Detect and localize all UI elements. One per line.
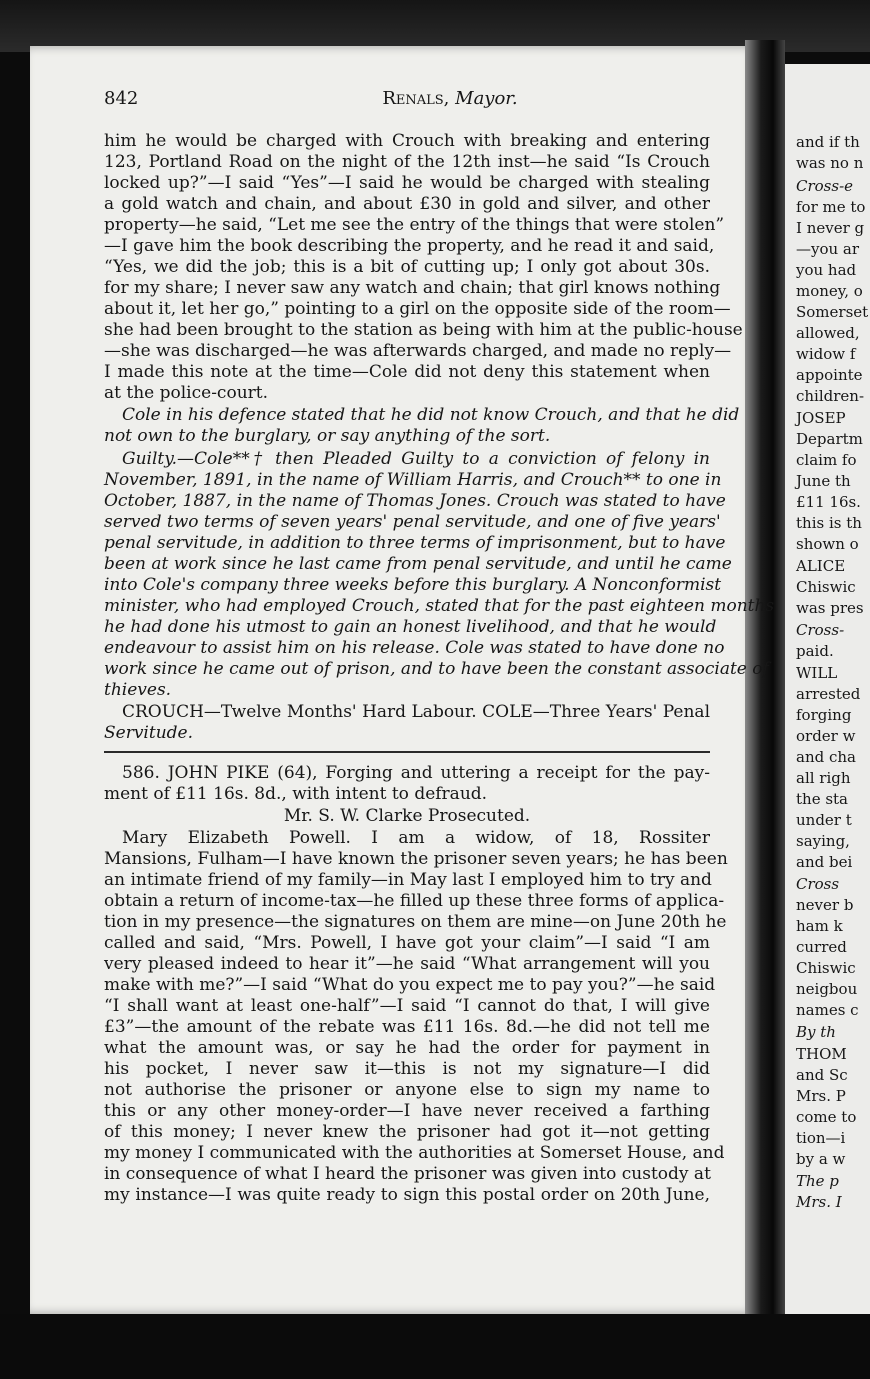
right-fragment: saying, xyxy=(796,832,850,850)
page-number: 842 xyxy=(104,88,139,109)
right-fragment: paid. xyxy=(796,642,834,660)
testimony-line: his pocket, I never saw it—this is not my signature—I did xyxy=(104,1059,710,1079)
verdict-line: been at work since he last came from penal servitude, and until he came xyxy=(104,554,732,574)
testimony-line: of this money; I never knew the prisoner had got it—not getting xyxy=(104,1122,710,1142)
text-line: —I gave him the book describing the property, and he read it and said, xyxy=(104,236,715,256)
right-fragment: allowed, xyxy=(796,324,860,342)
right-fragment: shown o xyxy=(796,535,859,553)
right-fragment: and bei xyxy=(796,853,853,871)
testimony-line: this or any other money-order—I have never received a farthing xyxy=(104,1101,710,1121)
right-fragment: I never g xyxy=(796,219,865,237)
right-fragment: Mrs. I xyxy=(796,1193,842,1211)
right-fragment: and cha xyxy=(796,748,856,766)
text-line: for my share; I never saw any watch and chain; that girl knows nothing xyxy=(104,278,721,298)
testimony-line: Mansions, Fulham—I have known the prisoner seven years; he has been xyxy=(104,849,728,869)
right-fragment: money, o xyxy=(796,282,863,300)
text-line: locked up?”—I said “Yes”—I said he would be charged with stealing xyxy=(104,173,710,193)
right-fragment: forging xyxy=(796,706,852,724)
right-fragment: Mrs. P xyxy=(796,1087,846,1105)
text-line: —she was discharged—he was afterwards charged, and made no reply— xyxy=(104,341,732,361)
running-head-name: Renals, xyxy=(382,88,450,109)
right-fragment: come to xyxy=(796,1108,857,1126)
right-fragment: Cross-e xyxy=(796,177,854,195)
text-line: about it, let her go,” pointing to a girl on the opposite side of the room— xyxy=(104,299,731,319)
right-fragment: you had xyxy=(796,261,857,279)
right-fragment: Chiswic xyxy=(796,578,856,596)
right-fragment: Chiswic xyxy=(796,959,856,977)
right-fragment: June th xyxy=(796,472,851,490)
right-fragment: tion—i xyxy=(796,1129,846,1147)
right-fragment: The p xyxy=(796,1172,839,1190)
testimony-line: not authorise the prisoner or anyone else to sign my name to xyxy=(104,1080,710,1100)
verdict-line: served two terms of seven years' penal servitude, and one of five years' xyxy=(104,512,721,532)
verdict-line: November, 1891, in the name of William Harris, and Crouch** to one in xyxy=(104,470,722,490)
right-fragment: order w xyxy=(796,727,856,745)
right-fragment: was pres xyxy=(796,599,864,617)
right-fragment: arrested xyxy=(796,685,861,703)
verdict-line: October, 1887, in the name of Thomas Jones. Crouch was stated to have xyxy=(104,491,726,511)
right-fragment: widow f xyxy=(796,345,856,363)
testimony-line: what the amount was, or say he had the order for payment in xyxy=(104,1038,710,1058)
right-fragment: WILL xyxy=(796,664,838,682)
verdict-line: endeavour to assist him on his release. Cole was stated to have done no xyxy=(104,638,725,658)
right-fragment: —you ar xyxy=(796,240,860,258)
right-fragment: curred xyxy=(796,938,847,956)
verdict-line: penal servitude, in addition to three terms of imprisonment, but to have xyxy=(104,533,726,553)
right-fragment: Somerset xyxy=(796,303,869,321)
sentence-line: Servitude. xyxy=(104,723,194,743)
right-fragment: never b xyxy=(796,896,854,914)
right-fragment: THOM xyxy=(796,1045,847,1063)
right-fragment: claim fo xyxy=(796,451,857,469)
testimony-line: tion in my presence—the signatures on them are mine—on June 20th he xyxy=(104,912,727,932)
verdict-line: work since he came out of prison, and to have been the constant associate of xyxy=(104,659,769,679)
verdict-line: he had done his utmost to gain an honest livelihood, and that he would xyxy=(104,617,717,637)
right-fragment: under t xyxy=(796,811,852,829)
right-fragment: and Sc xyxy=(796,1066,848,1084)
right-fragment: neigbou xyxy=(796,980,858,998)
verdict-line: into Cole's company three weeks before this burglary. A Nonconformist xyxy=(104,575,722,595)
case-heading-line: ment of £11 16s. 8d., with intent to defraud. xyxy=(104,784,488,804)
testimony-line: make with me?”—I said “What do you expect me to pay you?”—he said xyxy=(104,975,716,995)
right-fragment: By th xyxy=(796,1023,836,1041)
right-fragment: Cross- xyxy=(796,621,845,639)
right-fragment: and if th xyxy=(796,133,860,151)
right-fragment: Departm xyxy=(796,430,863,448)
defence-line: Cole in his defence stated that he did not know Crouch, and that he did xyxy=(122,405,740,425)
text-line: 123, Portland Road on the night of the 12th inst—he said “Is Crouch xyxy=(104,152,710,172)
prosecutor-line: Mr. S. W. Clarke Prosecuted. xyxy=(283,806,531,826)
testimony-line: very pleased indeed to hear it”—he said “What arrangement will you xyxy=(104,954,710,974)
right-fragment: this is th xyxy=(796,514,862,532)
right-fragment: ham k xyxy=(796,917,843,935)
right-fragment: Cross xyxy=(796,875,840,893)
text-line: property—he said, “Let me see the entry of the things that were stolen” xyxy=(104,215,725,235)
testimony-line: my instance—I was quite ready to sign this postal order on 20th June, xyxy=(104,1185,710,1205)
text-line: “Yes, we did the job; this is a bit of cutting up; I only got about 30s. xyxy=(104,257,710,277)
defence-line: not own to the burglary, or say anything of the sort. xyxy=(104,426,551,446)
right-fragment: ALICE xyxy=(796,557,846,575)
testimony-line: my money I communicated with the authorities at Somerset House, and xyxy=(104,1143,725,1163)
testimony-line: in consequence of what I heard the prisoner was given into custody at xyxy=(104,1164,711,1184)
text-line: him he would be charged with Crouch with breaking and entering xyxy=(104,131,710,151)
running-head-role: Mayor. xyxy=(455,88,518,109)
text-line: she had been brought to the station as being with him at the public-house xyxy=(104,320,743,340)
verdict-line: Guilty.—Cole**† then Pleaded Guilty to a conviction of felony in xyxy=(122,449,710,469)
verdict-line: thieves. xyxy=(104,680,172,700)
text-line: a gold watch and chain, and about £30 in gold and silver, and other xyxy=(104,194,710,214)
right-fragment: for me to xyxy=(796,198,866,216)
right-fragment: all righ xyxy=(796,769,851,787)
right-fragment: appointe xyxy=(796,366,863,384)
section-divider xyxy=(104,751,710,753)
testimony-line: called and said, “Mrs. Powell, I have got your claim”—I said “I am xyxy=(104,933,710,953)
testimony-line: £3”—the amount of the rebate was £11 16s. 8d.—he did not tell me xyxy=(104,1017,710,1037)
testimony-line: “I shall want at least one-half”—I said “I cannot do that, I will give xyxy=(104,996,710,1016)
right-fragment: £11 16s. xyxy=(796,493,861,511)
right-fragment: was no n xyxy=(796,154,864,172)
right-fragment: JOSEP xyxy=(796,409,846,427)
text-line: at the police-court. xyxy=(104,383,268,403)
testimony-line: Mary Elizabeth Powell. I am a widow, of 18, Rossiter xyxy=(122,828,710,848)
right-fragment: names c xyxy=(796,1001,859,1019)
right-fragment: by a w xyxy=(796,1150,846,1168)
right-fragment: children- xyxy=(796,387,865,405)
testimony-line: obtain a return of income-tax—he filled up these three forms of applica- xyxy=(104,891,725,911)
verdict-line: minister, who had employed Crouch, stated that for the past eighteen months xyxy=(104,596,775,616)
text-line: I made this note at the time—Cole did not deny this statement when xyxy=(104,362,710,382)
right-fragment: the sta xyxy=(796,790,849,808)
case-heading-line: 586. JOHN PIKE (64), Forging and uttering a receipt for the pay- xyxy=(122,763,710,783)
testimony-line: an intimate friend of my family—in May last I employed him to try and xyxy=(104,870,712,890)
running-head xyxy=(290,88,610,109)
sentence-line: CROUCH—Twelve Months' Hard Labour. COLE—Three Years' Penal xyxy=(122,702,710,722)
